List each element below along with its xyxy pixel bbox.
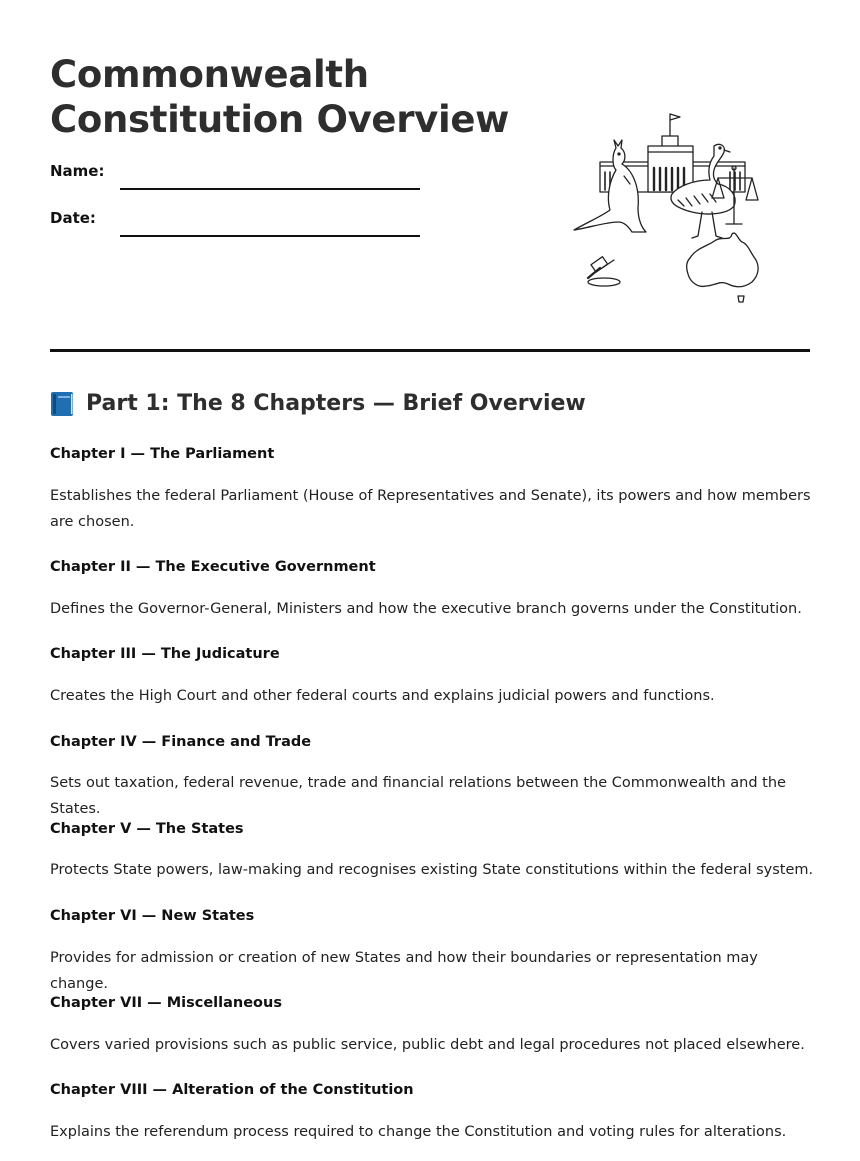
page-title (50, 52, 509, 142)
chapter-title: Chapter VI — New States (50, 908, 255, 924)
chapter-title: Chapter V — The States (50, 821, 244, 837)
title-line-1: Commonwealth (50, 53, 369, 96)
chapter-description: Protects State powers, law-making and recognises existing State constitutions within the federal system. (50, 862, 814, 878)
section-divider (50, 349, 810, 352)
chapter-item (50, 444, 274, 464)
chapter-title: Chapter III — The Judicature (50, 646, 280, 662)
date-label: Date: (50, 209, 96, 227)
kangaroo-icon (574, 140, 646, 232)
chapter-description: Sets out taxation, federal revenue, trade and financial relations between the Commonwealth and the States. (50, 775, 786, 817)
date-field[interactable] (50, 208, 430, 238)
chapter-title: Chapter II — The Executive Government (50, 559, 376, 575)
chapter-description: Covers varied provisions such as public service, public debt and legal procedures not placed elsewhere. (50, 1037, 805, 1053)
chapter-title: Chapter I — The Parliament (50, 446, 275, 462)
name-field[interactable] (50, 161, 430, 191)
australian-civics-illustration (568, 110, 768, 305)
chapter-description: Creates the High Court and other federal courts and explains judicial powers and functions. (50, 688, 715, 704)
name-blank-line[interactable] (120, 188, 420, 190)
australia-map-icon (687, 233, 758, 302)
part-1-heading (50, 389, 586, 419)
chapter-title: Chapter IV — Finance and Trade (50, 734, 312, 750)
chapter-description: Explains the referendum process required to change the Constitution and voting rules for alterations. (50, 1124, 787, 1140)
part-1-heading-text: Part 1: The 8 Chapters — Brief Overview (86, 391, 586, 416)
name-label: Name: (50, 162, 105, 180)
book-icon (50, 391, 74, 417)
title-line-2: Constitution Overview (50, 98, 510, 141)
date-blank-line[interactable] (120, 235, 420, 237)
chapter-description: Establishes the federal Parliament (House of Representatives and Senate), its powers and how members are chosen. (50, 488, 811, 530)
gavel-icon (588, 257, 620, 286)
chapter-description: Provides for admission or creation of new States and how their boundaries or representation may change. (50, 950, 758, 992)
chapter-title: Chapter VIII — Alteration of the Constitution (50, 1082, 414, 1098)
chapter-description: Defines the Governor-General, Ministers and how the executive branch governs under the Constitution. (50, 601, 802, 617)
chapter-title: Chapter VII — Miscellaneous (50, 995, 282, 1011)
